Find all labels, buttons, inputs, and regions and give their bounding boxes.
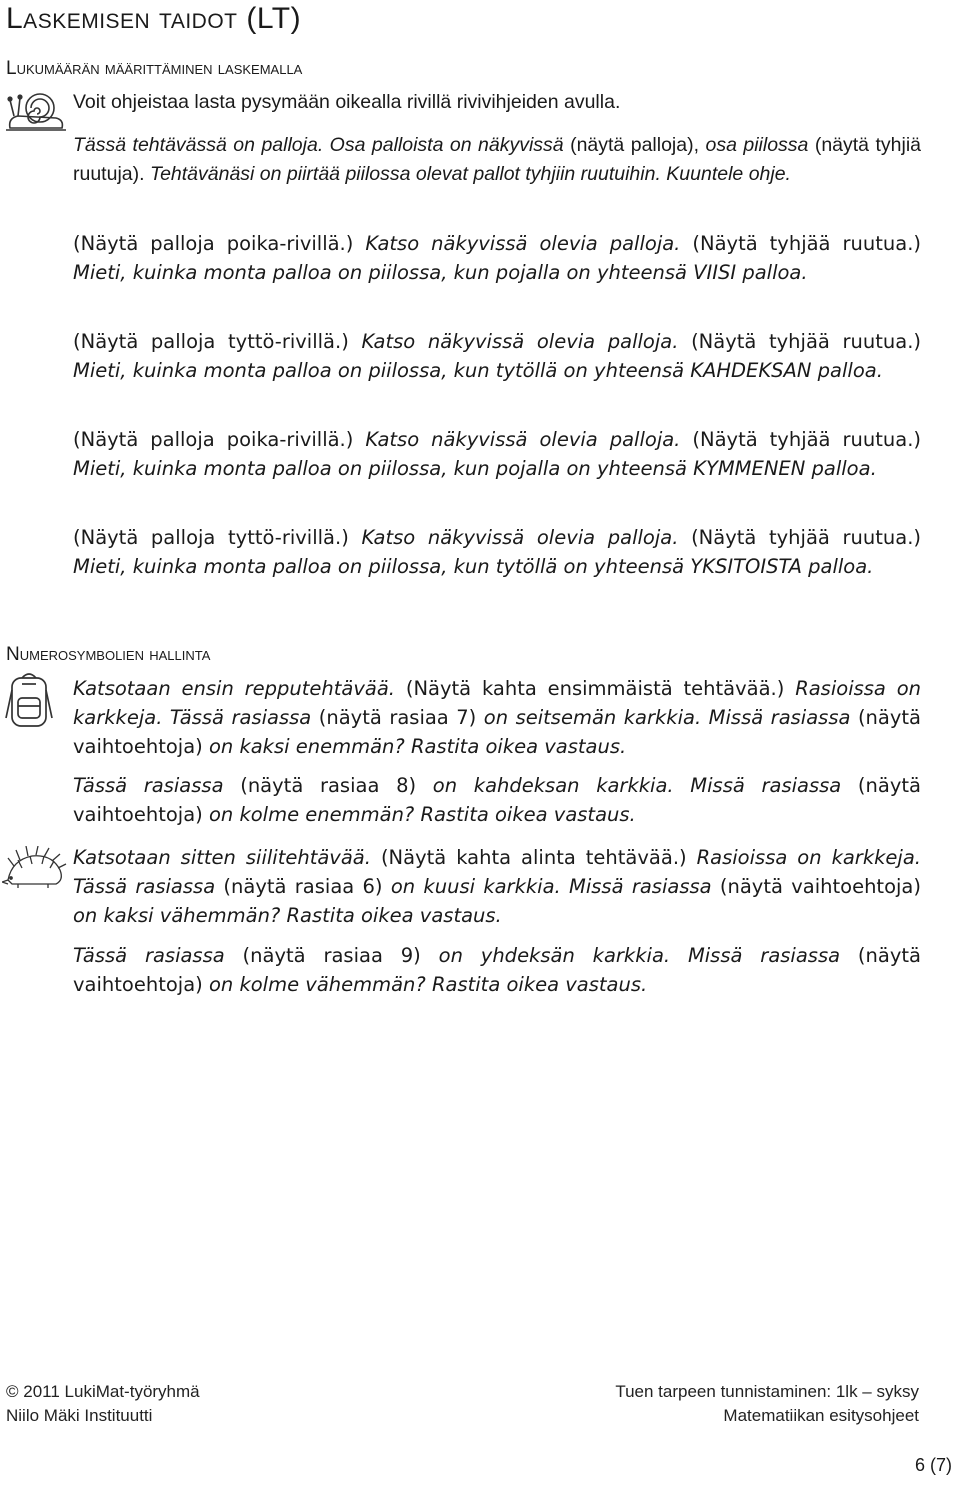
backpack-task-paragraph: Katsotaan ensin repputehtävää. (Näytä kahta ensimmäistä tehtävää.) Rasioissa on karkkeja. Tässä rasiassa (näytä rasiaa 7) on seitsemän karkkia. Missä rasiassa (näytä vaihtoehtoja) on kaksi enemmän? Rastita oikea vastaus. (73, 677, 922, 758)
page-number: 6 (7) (914, 1455, 952, 1475)
institute-text: Niilo Mäki Instituutti (6, 1406, 153, 1425)
footer-right (615, 1380, 919, 1428)
document-title-text: Matematiikan esitysohjeet (723, 1406, 919, 1425)
section-heading-counting: Lukumäärän määrittäminen laskemalla (6, 58, 303, 79)
hedgehog-icon (2, 846, 68, 894)
instruction-item: (Näytä palloja poika-rivillä.) Katso näkyvissä olevia palloja. (Näytä tyhjää ruutua.) Mieti, kuinka monta palloa on piilossa, kun pojalla on yhteensä VIISI palloa. (73, 232, 921, 284)
document-series-text: Tuen tarpeen tunnistaminen: 1lk – syksy (615, 1382, 919, 1401)
backpack-icon (4, 668, 54, 734)
instruction-item: (Näytä palloja poika-rivillä.) Katso näkyvissä olevia palloja. (Näytä tyhjää ruutua.) Mieti, kuinka monta palloa on piilossa, kun pojalla on yhteensä KYMMENEN palloa. (73, 428, 921, 480)
section-heading-numbers: Numerosymbolien hallinta (6, 644, 211, 665)
backpack-task-paragraph-2: Tässä rasiassa (näytä rasiaa 8) on kahdeksan karkkia. Missä rasiassa (näytä vaihtoehtoja) on kolme enemmän? Rastita oikea vastaus. (73, 774, 921, 826)
copyright-text: © 2011 LukiMat-työryhmä (6, 1382, 200, 1401)
instruction-item: (Näytä palloja tyttö-rivillä.) Katso näkyvissä olevia palloja. (Näytä tyhjää ruutua.) Mieti, kuinka monta palloa on piilossa, kun tytöllä on yhteensä YKSITOISTA palloa. (73, 526, 921, 578)
snail-icon (4, 88, 68, 138)
instruction-item: (Näytä palloja tyttö-rivillä.) Katso näkyvissä olevia palloja. (Näytä tyhjää ruutua.) Mieti, kuinka monta palloa on piilossa, kun tytöllä on yhteensä KAHDEKSAN palloa. (73, 330, 921, 382)
intro-text: Voit ohjeistaa lasta pysymään oikealla rivillä rivivihjeiden avulla. (73, 91, 621, 113)
hedgehog-task-paragraph: Katsotaan sitten siilitehtävää. (Näytä kahta alinta tehtävää.) Rasioissa on karkkeja. Tässä rasiassa (näytä rasiaa 6) on kuusi karkkia. Missä rasiassa (näytä vaihtoehtoja) on kaksi vähemmän? Rastita oikea vastaus. (73, 846, 921, 927)
page-title: Laskemisen taidot (LT) (6, 2, 302, 35)
footer-left (6, 1380, 200, 1428)
hedgehog-task-paragraph-2: Tässä rasiassa (näytä rasiaa 9) on yhdeksän karkkia. Missä rasiassa (näytä vaihtoehtoja) on kolme vähemmän? Rastita oikea vastaus. (73, 944, 921, 996)
task-description: Tässä tehtävässä on palloja. Osa palloista on näkyvissä (näytä palloja), osa piilossa (näytä tyhjiä ruutuja). Tehtävänäsi on piirtää piilossa olevat pallot tyhjiin ruutuihin. Kuuntele ohje. (73, 134, 921, 185)
